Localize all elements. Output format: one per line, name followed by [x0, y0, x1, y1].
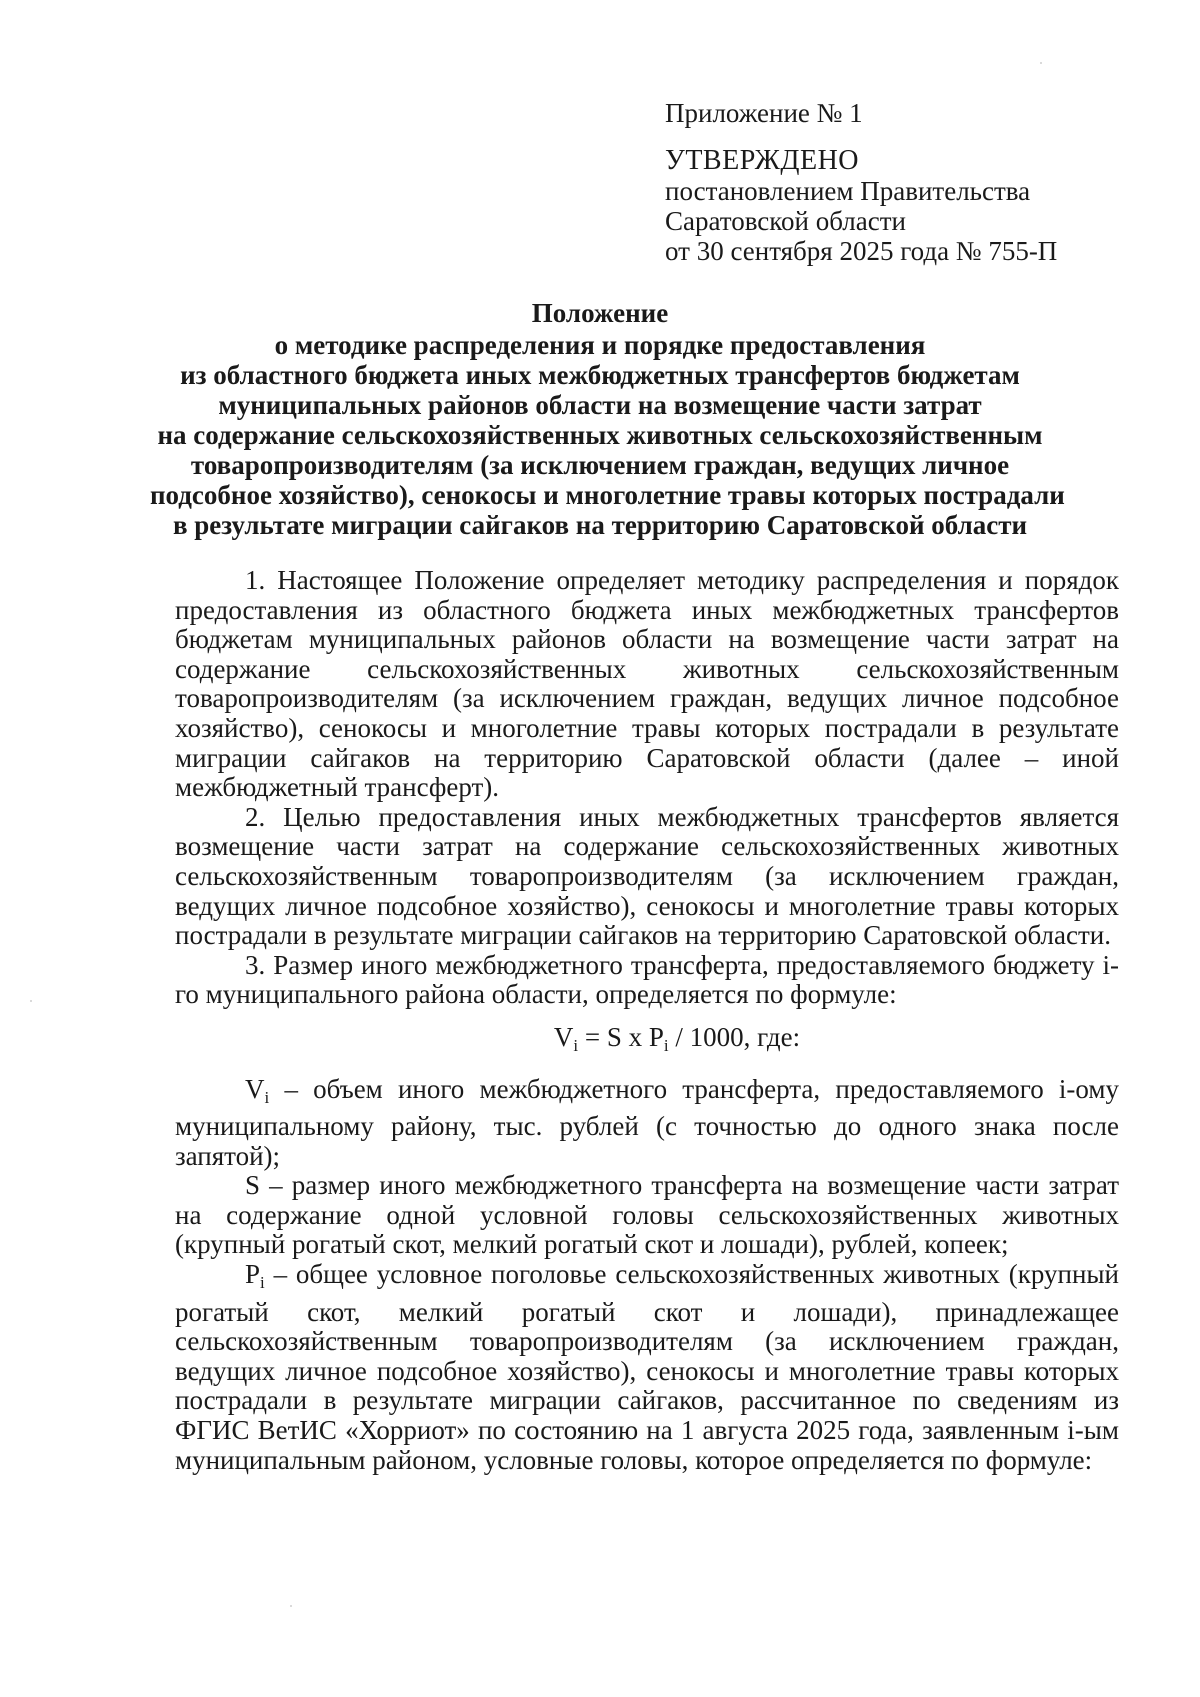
- definition-v-symbol: V: [245, 1073, 265, 1104]
- title-line: в результате миграции сайгаков на территорию Саратовской области: [172, 510, 1028, 540]
- approval-line-2: Саратовской области: [665, 206, 906, 236]
- title-line: муниципальных районов области на возмещение части затрат: [218, 390, 982, 420]
- scan-speck: [30, 1000, 32, 1002]
- definition-p: [175, 1260, 1119, 1475]
- approved-stamp-text: УТВЕРЖДЕНО: [665, 145, 860, 176]
- definition-v: [175, 1075, 1119, 1172]
- formula-v: [175, 1023, 1119, 1061]
- title-line: подсобное хозяйство), сенокосы и многолетние травы которых пострадали: [150, 480, 1065, 510]
- definition-s-symbol: S: [245, 1170, 261, 1201]
- approval-block: [665, 98, 1057, 266]
- approval-line-1: постановлением Правительства: [665, 176, 1031, 206]
- definition-s: [175, 1171, 1119, 1260]
- formula-p-subscript: i: [663, 1035, 669, 1055]
- document-body: [175, 566, 1119, 1475]
- definition-p-symbol: P: [245, 1259, 261, 1290]
- definition-s-text: – размер иного межбюджетного трансферта на возмещение части затрат на содержание одной условной головы сельскохозяйственных животных (крупный рогатый скот, мелкий рогатый скот и лошади), рублей, копеек;: [175, 1170, 1119, 1260]
- definition-p-text: – общее условное поголовье сельскохозяйственных животных (крупный рогатый скот, мелкий рогатый скот и лошади), принадлежащее сельскохозяйственным товаропроизводителям (за исключением граждан, ведущих личное подсобное хозяйство), сенокосы и многолетние травы которых пострадали в результате миграции сайгаков, рассчитанное по сведениям из ФГИС ВетИС «Хорриот» по состоянию на 1 августа 2025 года, заявленным i-ым муниципальным районом, условные головы, которое определяется по формуле:: [175, 1259, 1119, 1475]
- formula-middle: = S x P: [578, 1021, 664, 1052]
- definition-v-text: – объем иного межбюджетного трансферта, предоставляемого i-ому муниципальному району, тыс. рублей (с точностью до одного знака после запятой);: [175, 1073, 1119, 1171]
- formula-v-symbol: V: [553, 1021, 574, 1052]
- definition-p-subscript: i: [260, 1273, 265, 1293]
- formula-v-subscript: i: [573, 1035, 579, 1055]
- approval-line-3: от 30 сентября 2025 года № 755-П: [665, 236, 1058, 266]
- paragraph-2: 2. Целью предоставления иных межбюджетных трансфертов является возмещение части затрат на содержание сельскохозяйственных животных сельскохозяйственным товаропроизводителям (за исключением граждан, ведущих личное подсобное хозяйство), сенокосы и многолетние травы которых пострадали в результате миграции сайгаков на территорию Саратовской области.: [175, 801, 1119, 951]
- paragraph-1: 1. Настоящее Положение определяет методику распределения и порядок предоставления из областного бюджета иных межбюджетных трансфертов бюджетам муниципальных районов области на возмещение части затрат на содержание сельскохозяйственных животных сельскохозяйственным товаропроизводителям (за исключением граждан, ведущих личное подсобное хозяйство), сенокосы и многолетние травы которых пострадали в результате миграции сайгаков на территорию Саратовской области (далее – иной межбюджетный трансферт).: [175, 565, 1119, 803]
- scan-speck: [290, 1605, 292, 1607]
- paragraph-3: 3. Размер иного межбюджетного трансферта, предоставляемого бюджету i-го муниципального района области, определяется по формуле:: [175, 949, 1119, 1010]
- annex-number: Приложение № 1: [665, 98, 863, 128]
- title-line: на содержание сельскохозяйственных животных сельскохозяйственным: [157, 420, 1043, 450]
- definition-v-subscript: i: [264, 1087, 270, 1107]
- scan-speck: [1040, 62, 1042, 64]
- document-title: [150, 298, 1065, 540]
- title-line: о методике распределения и порядке предоставления: [274, 330, 926, 360]
- title-heading: Положение: [531, 298, 669, 328]
- formula-tail: / 1000, где:: [668, 1021, 801, 1052]
- title-line: из областного бюджета иных межбюджетных трансфертов бюджетам: [180, 360, 1020, 390]
- title-line: товаропроизводителям (за исключением граждан, ведущих личное: [190, 450, 1010, 480]
